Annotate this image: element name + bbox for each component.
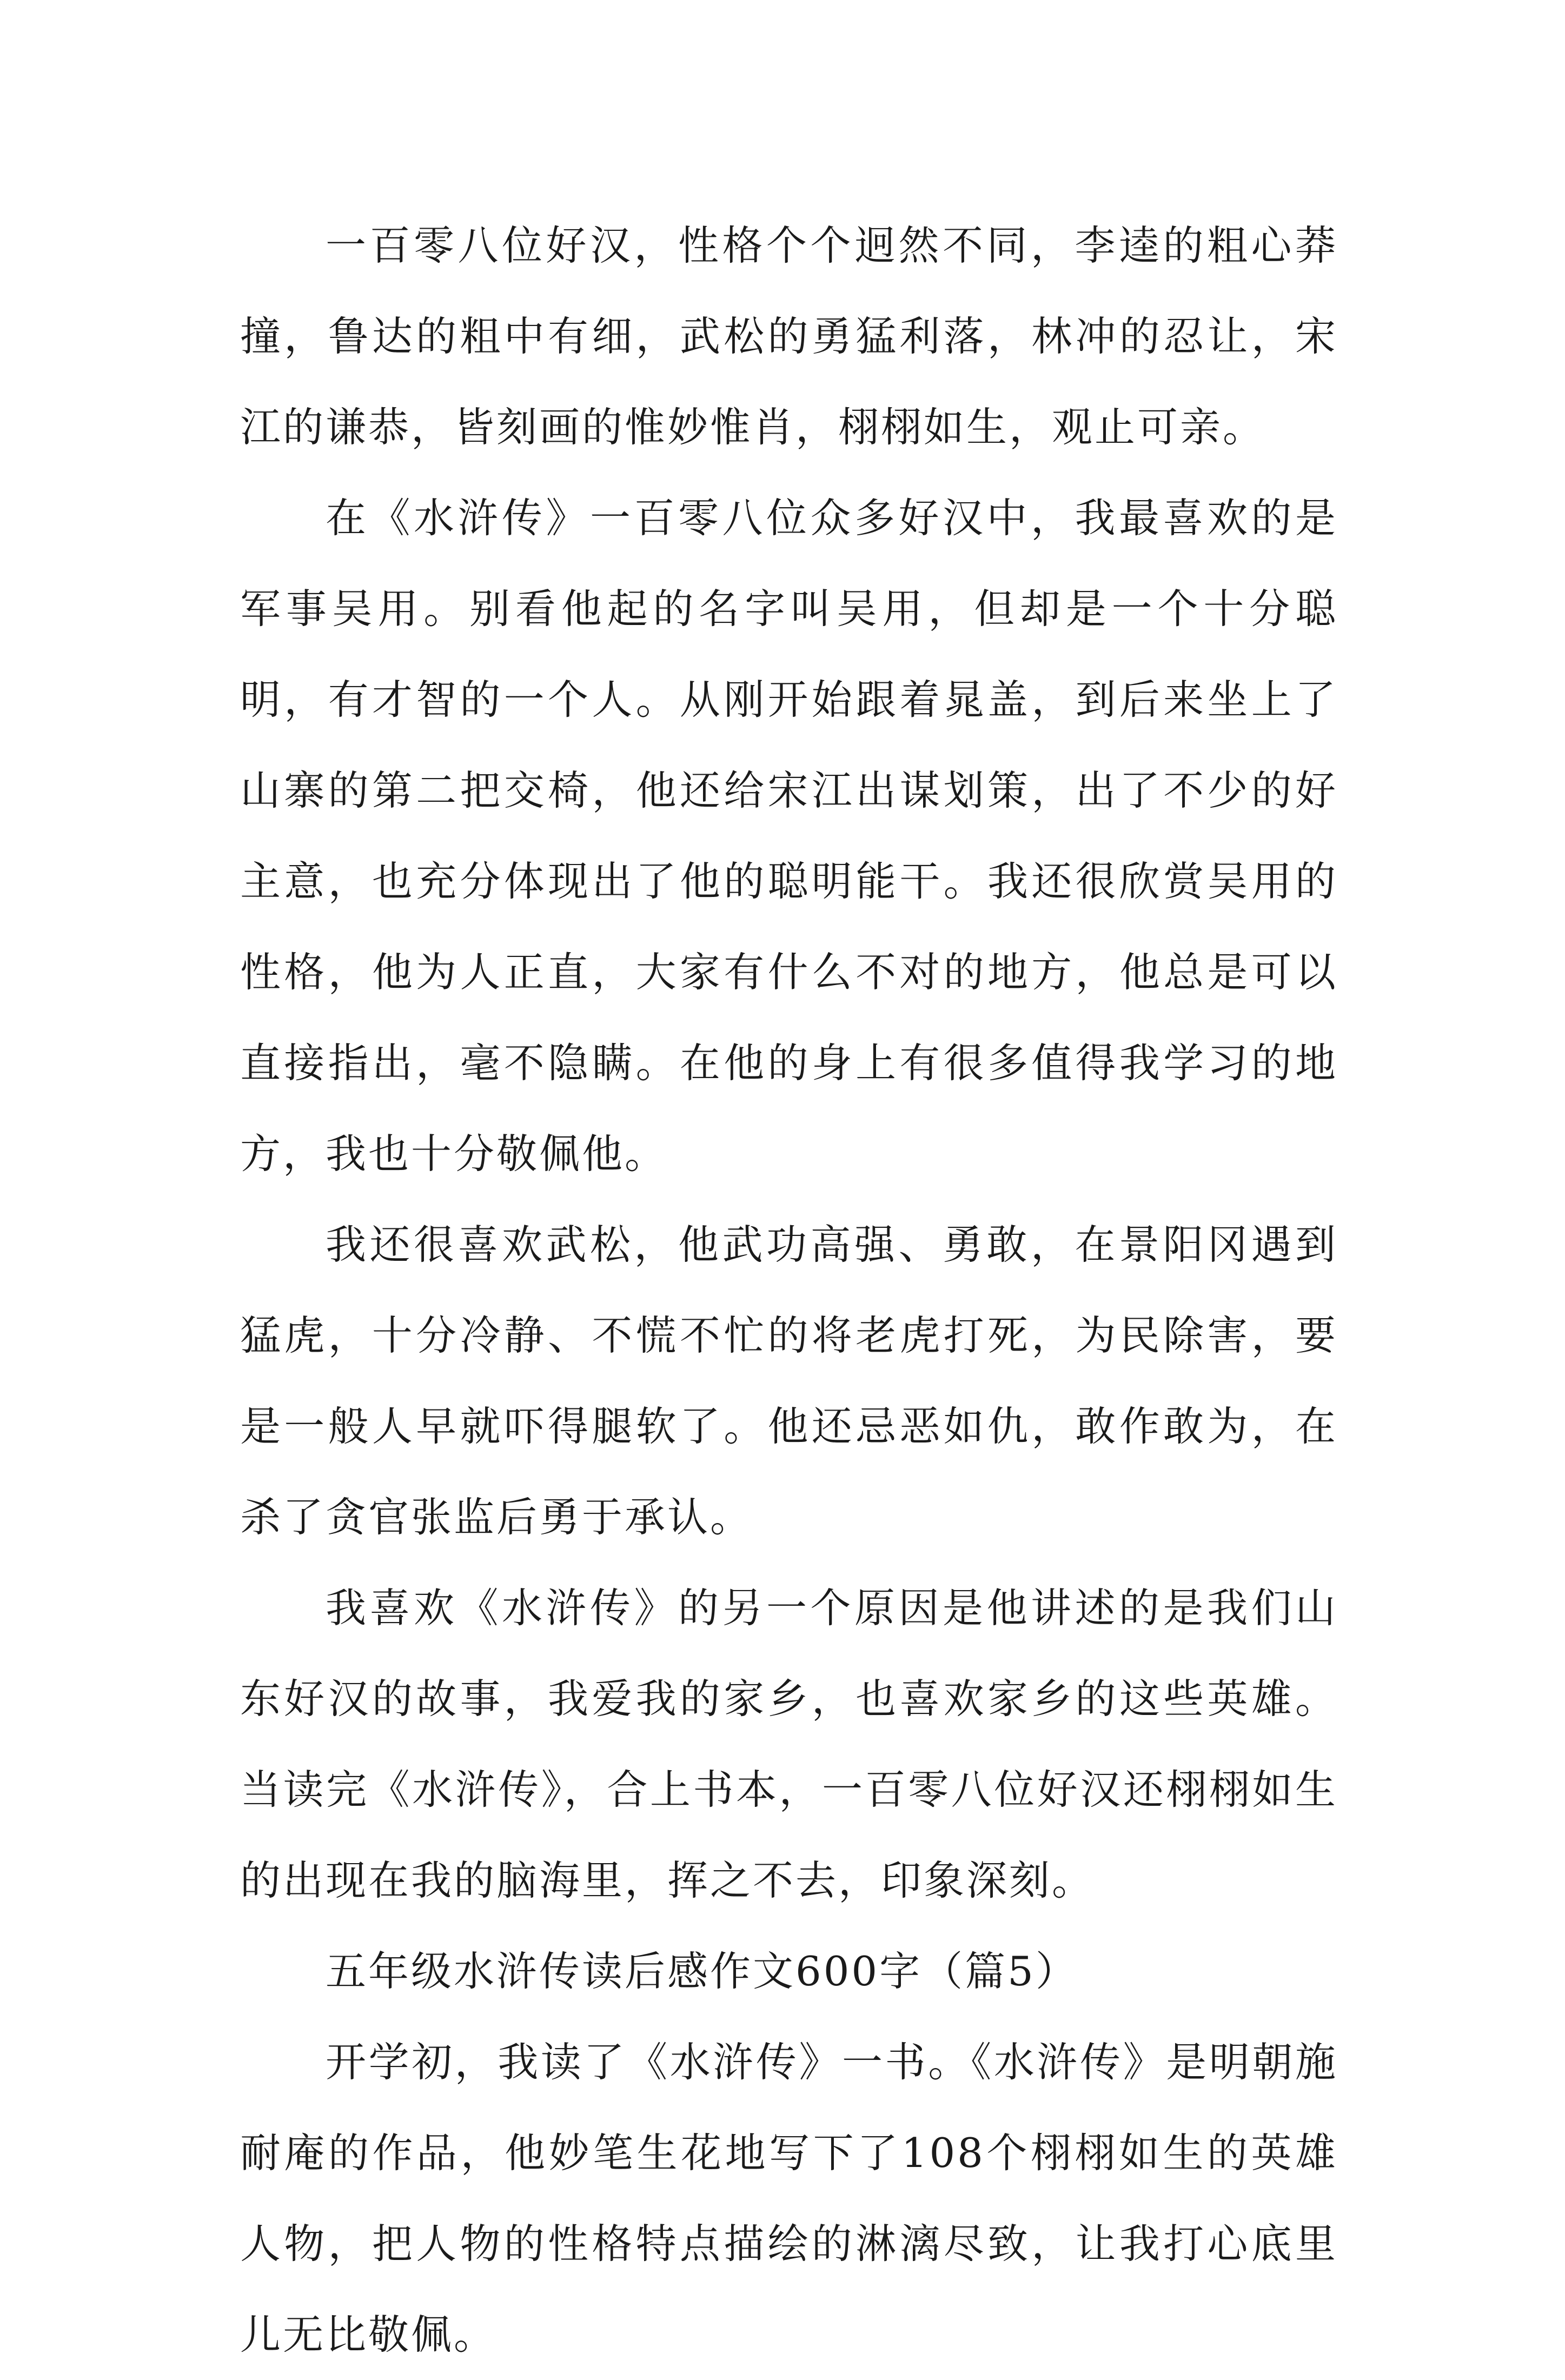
paragraph-opening-reading: 开学初，我读了《水浒传》一书。《水浒传》是明朝施耐庵的作品，他妙笔生花地写下了108个栩栩如生的英雄人物，把人物的性格特点描绘的淋漓尽致，让我打心底里儿无比敬佩。 <box>240 2038 1338 2358</box>
paragraph-heroes-personalities: 一百零八位好汉，性格个个迥然不同，李逵的粗心莽撞，鲁达的粗中有细，武松的勇猛利落，林冲的忍让，宋江的谦恭，皆刻画的惟妙惟肖，栩栩如生，观止可亲。 <box>240 222 1338 451</box>
document-body <box>240 200 1338 2380</box>
section-title: 五年级水浒传读后感作文600字（篇5） <box>326 1947 1078 1995</box>
paragraph-shandong-heroes: 我喜欢《水浒传》的另一个原因是他讲述的是我们山东好汉的故事，我爱我的家乡，也喜欢家乡的这些英雄。当读完《水浒传》，合上书本，一百零八位好汉还栩栩如生的出现在我的脑海里，挥之不去，印象深刻。 <box>240 1584 1338 1904</box>
paragraph-wu-song: 我还很喜欢武松，他武功高强、勇敢，在景阳冈遇到猛虎，十分冷静、不慌不忙的将老虎打死，为民除害，要是一般人早就吓得腿软了。他还忌恶如仇，敢作敢为，在杀了贪官张监后勇于承认。 <box>240 1221 1338 1541</box>
paragraph-wu-yong: 在《水浒传》一百零八位众多好汉中，我最喜欢的是军事吴用。别看他起的名字叫吴用，但却是一个十分聪明，有才智的一个人。从刚开始跟着晁盖，到后来坐上了山寨的第二把交椅，他还给宋江出谋划策，出了不少的好主意，也充分体现出了他的聪明能干。我还很欣赏吴用的性格，他为人正直，大家有什么不对的地方，他总是可以直接指出，毫不隐瞒。在他的身上有很多值得我学习的地方，我也十分敬佩他。 <box>240 494 1338 1178</box>
